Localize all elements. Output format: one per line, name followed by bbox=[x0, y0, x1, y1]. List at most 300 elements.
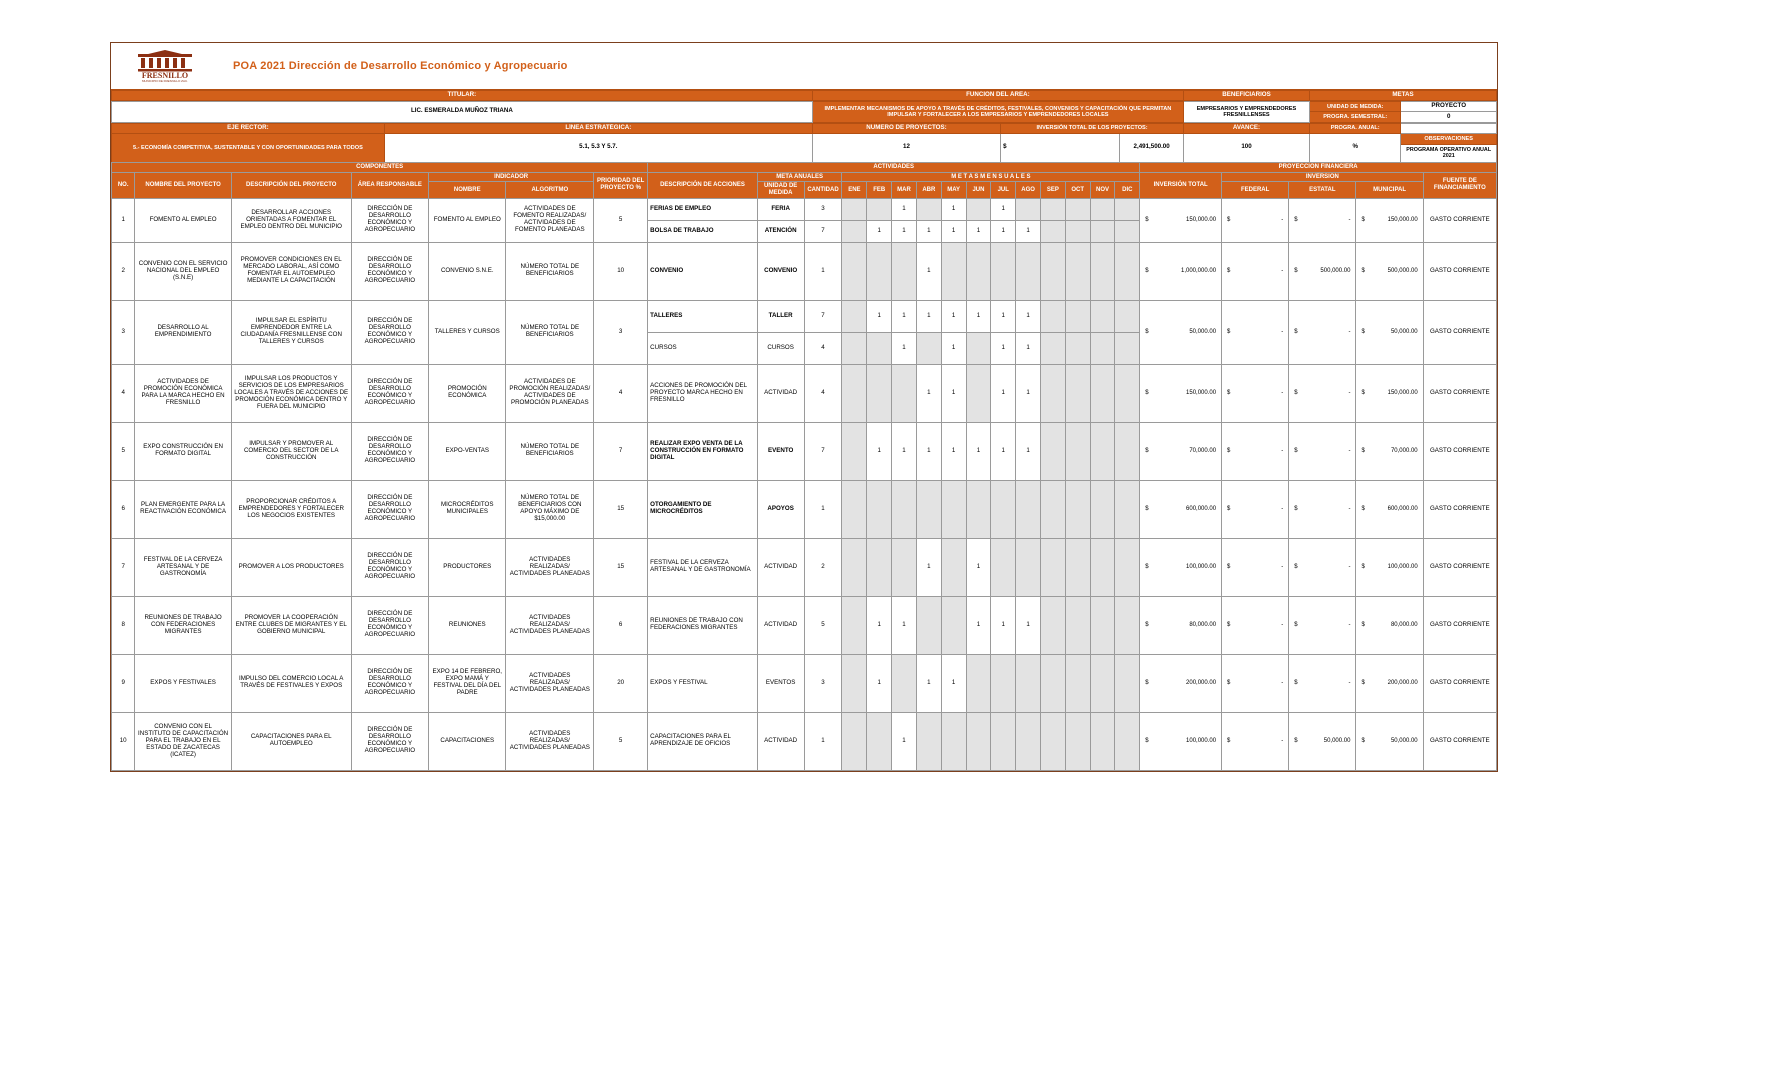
cell-municipal: $ 150,000.00 bbox=[1356, 364, 1423, 422]
cell-fuente-financiamiento: GASTO CORRIENTE bbox=[1423, 654, 1496, 712]
cell-prioridad: 6 bbox=[594, 596, 648, 654]
cell-mes-feb bbox=[867, 480, 892, 538]
cell-mes-sep bbox=[1040, 300, 1065, 332]
cell-mes-mar: 1 bbox=[892, 198, 917, 220]
cell-mes-dic bbox=[1115, 332, 1140, 364]
cell-mes-jul bbox=[991, 654, 1016, 712]
cell-descripcion-accion: OTORGAMIENTO DE MICROCRÉDITOS bbox=[648, 480, 758, 538]
inversion-total-label: INVERSIÓN TOTAL DE LOS PROYECTOS: bbox=[1001, 123, 1184, 133]
cell-mes-mar: 1 bbox=[892, 596, 917, 654]
cell-inversion-total: $ 100,000.00 bbox=[1140, 712, 1222, 770]
cell-mes-sep bbox=[1040, 654, 1065, 712]
cell-mes-jul: 1 bbox=[991, 198, 1016, 220]
cell-mes-ago: 1 bbox=[1016, 332, 1041, 364]
cell-mes-sep bbox=[1040, 198, 1065, 220]
cell-prioridad: 3 bbox=[594, 300, 648, 364]
cell-area-responsable: DIRECCIÓN DE DESARROLLO ECONÓMICO Y AGROPECUARIO bbox=[351, 596, 428, 654]
cell-mes-oct bbox=[1065, 220, 1090, 242]
cell-unidad-medida: CURSOS bbox=[757, 332, 804, 364]
progra-semestral-label: PROGRA. SEMESTRAL: bbox=[1310, 112, 1401, 123]
cell-mes-jun bbox=[966, 654, 991, 712]
fresnillo-logo bbox=[111, 49, 219, 83]
cell-mes-jul: 1 bbox=[991, 422, 1016, 480]
cell-inversion-total: $ 1,000,000.00 bbox=[1140, 242, 1222, 300]
cell-mes-ene bbox=[842, 422, 867, 480]
group-componentes: COMPONENTES bbox=[112, 162, 648, 172]
cell-federal: $ - bbox=[1222, 242, 1289, 300]
cell-no: 8 bbox=[112, 596, 135, 654]
cell-mes-nov bbox=[1090, 538, 1115, 596]
cell-municipal: $ 70,000.00 bbox=[1356, 422, 1423, 480]
cell-fuente-financiamiento: GASTO CORRIENTE bbox=[1423, 364, 1496, 422]
cell-mes-feb bbox=[867, 364, 892, 422]
cell-mes-may: 1 bbox=[941, 300, 966, 332]
col-mes-dic: DIC bbox=[1115, 182, 1140, 198]
cell-indicador-algoritmo: ACTIVIDADES DE PROMOCIÓN REALIZADAS/ ACTIVIDADES DE PROMOCIÓN PLANEADAS bbox=[506, 364, 594, 422]
poa-main-table bbox=[111, 162, 1497, 771]
cell-no: 7 bbox=[112, 538, 135, 596]
col-estatal: ESTATAL bbox=[1289, 182, 1356, 198]
cell-federal: $ - bbox=[1222, 480, 1289, 538]
col-mes-oct: OCT bbox=[1065, 182, 1090, 198]
col-mes-ene: ENE bbox=[842, 182, 867, 198]
cell-municipal: $ 50,000.00 bbox=[1356, 300, 1423, 364]
col-ind-nombre: NOMBRE bbox=[429, 182, 506, 198]
cell-federal: $ - bbox=[1222, 198, 1289, 242]
col-mes-mar: MAR bbox=[892, 182, 917, 198]
unidad-medida-label: UNIDAD DE MEDIDA: bbox=[1310, 101, 1401, 112]
cell-mes-ene bbox=[842, 712, 867, 770]
cell-mes-abr: 1 bbox=[916, 538, 941, 596]
cell-mes-ago: 1 bbox=[1016, 300, 1041, 332]
cell-prioridad: 10 bbox=[594, 242, 648, 300]
cell-nombre-proyecto: ACTIVIDADES DE PROMOCIÓN ECONÓMICA PARA LA MARCA HECHO EN FRESNILLO bbox=[135, 364, 231, 422]
cell-descripcion-proyecto: CAPACITACIONES PARA EL AUTOEMPLEO bbox=[231, 712, 351, 770]
cell-mes-oct bbox=[1065, 654, 1090, 712]
progra-anual-label: PROGRA. ANUAL: bbox=[1310, 123, 1401, 133]
cell-cantidad: 7 bbox=[804, 220, 842, 242]
cell-area-responsable: DIRECCIÓN DE DESARROLLO ECONÓMICO Y AGROPECUARIO bbox=[351, 480, 428, 538]
svg-text:FRESNILLO: FRESNILLO bbox=[141, 71, 189, 80]
cell-indicador-nombre: EXPO 14 DE FEBRERO, EXPO MAMÁ Y FESTIVAL DEL DÍA DEL PADRE bbox=[429, 654, 506, 712]
cell-mes-ene bbox=[842, 220, 867, 242]
cell-mes-mar: 1 bbox=[892, 300, 917, 332]
cell-cantidad: 5 bbox=[804, 596, 842, 654]
cell-mes-jun: 1 bbox=[966, 300, 991, 332]
cell-mes-dic bbox=[1115, 198, 1140, 220]
cell-unidad-medida: ACTIVIDAD bbox=[757, 364, 804, 422]
cell-mes-jun: 1 bbox=[966, 220, 991, 242]
cell-mes-jun bbox=[966, 332, 991, 364]
cell-mes-mar bbox=[892, 364, 917, 422]
cell-mes-jul bbox=[991, 242, 1016, 300]
cell-estatal: $ 50,000.00 bbox=[1289, 712, 1356, 770]
cell-mes-jul bbox=[991, 712, 1016, 770]
col-mes-feb: FEB bbox=[867, 182, 892, 198]
cell-mes-abr: 1 bbox=[916, 654, 941, 712]
cell-descripcion-accion: FERIAS DE EMPLEO bbox=[648, 198, 758, 220]
cell-nombre-proyecto: CONVENIO CON EL SERVICIO NACIONAL DEL EMPLEO (S.N.E) bbox=[135, 242, 231, 300]
cell-descripcion-proyecto: IMPULSO DEL COMERCIO LOCAL A TRAVÉS DE FESTIVALES Y EXPOS bbox=[231, 654, 351, 712]
cell-mes-nov bbox=[1090, 422, 1115, 480]
cell-estatal: $ - bbox=[1289, 480, 1356, 538]
cell-mes-feb bbox=[867, 242, 892, 300]
header-values-table bbox=[111, 101, 1497, 123]
cell-mes-jun: 1 bbox=[966, 596, 991, 654]
cell-mes-oct bbox=[1065, 300, 1090, 332]
cell-mes-ago bbox=[1016, 538, 1041, 596]
metas-label: METAS bbox=[1310, 91, 1497, 101]
cell-estatal: $ 500,000.00 bbox=[1289, 242, 1356, 300]
col-cantidad: CANTIDAD bbox=[804, 182, 842, 198]
cell-mes-may bbox=[941, 538, 966, 596]
cell-mes-dic bbox=[1115, 654, 1140, 712]
cell-mes-jul: 1 bbox=[991, 332, 1016, 364]
cell-estatal: $ - bbox=[1289, 538, 1356, 596]
cell-descripcion-accion: EXPOS Y FESTIVAL bbox=[648, 654, 758, 712]
funcion-label: FUNCIÓN DEL ÁREA: bbox=[812, 91, 1183, 101]
cell-mes-ene bbox=[842, 654, 867, 712]
titular-label: TITULAR: bbox=[112, 91, 813, 101]
cell-mes-jun bbox=[966, 198, 991, 220]
cell-mes-sep bbox=[1040, 422, 1065, 480]
cell-mes-feb bbox=[867, 332, 892, 364]
cell-indicador-algoritmo: NÚMERO TOTAL DE BENEFICIARIOS bbox=[506, 242, 594, 300]
cell-no: 5 bbox=[112, 422, 135, 480]
cell-mes-ene bbox=[842, 300, 867, 332]
col-prioridad: PRIORIDAD DEL PROYECTO % bbox=[594, 172, 648, 198]
cell-cantidad: 7 bbox=[804, 300, 842, 332]
cell-federal: $ - bbox=[1222, 712, 1289, 770]
cell-municipal: $ 100,000.00 bbox=[1356, 538, 1423, 596]
group-metas-mensuales: M E T A S M E N S U A L E S bbox=[842, 172, 1140, 182]
cell-mes-ene bbox=[842, 332, 867, 364]
cell-unidad-medida: EVENTOS bbox=[757, 654, 804, 712]
cell-mes-may: 1 bbox=[941, 654, 966, 712]
cell-mes-feb bbox=[867, 198, 892, 220]
cell-area-responsable: DIRECCIÓN DE DESARROLLO ECONÓMICO Y AGROPECUARIO bbox=[351, 654, 428, 712]
cell-no: 4 bbox=[112, 364, 135, 422]
cell-mes-mar: 1 bbox=[892, 422, 917, 480]
cell-fuente-financiamiento: GASTO CORRIENTE bbox=[1423, 596, 1496, 654]
cell-mes-sep bbox=[1040, 220, 1065, 242]
cell-descripcion-accion: REUNIONES DE TRABAJO CON FEDERACIONES MIGRANTES bbox=[648, 596, 758, 654]
cell-unidad-medida: ACTIVIDAD bbox=[757, 538, 804, 596]
cell-mes-ago bbox=[1016, 654, 1041, 712]
cell-nombre-proyecto: PLAN EMERGENTE PARA LA REACTIVACIÓN ECONÓMICA bbox=[135, 480, 231, 538]
cell-indicador-algoritmo: ACTIVIDADES REALIZADAS/ ACTIVIDADES PLANEADAS bbox=[506, 538, 594, 596]
cell-nombre-proyecto: DESARROLLO AL EMPRENDIMIENTO bbox=[135, 300, 231, 364]
cell-nombre-proyecto: EXPO CONSTRUCCIÓN EN FORMATO DIGITAL bbox=[135, 422, 231, 480]
cell-mes-jun bbox=[966, 712, 991, 770]
cell-mes-ago: 1 bbox=[1016, 364, 1041, 422]
cell-mes-dic bbox=[1115, 242, 1140, 300]
cell-indicador-nombre: EXPO-VENTAS bbox=[429, 422, 506, 480]
cell-mes-jun: 1 bbox=[966, 422, 991, 480]
cell-mes-feb: 1 bbox=[867, 422, 892, 480]
cell-mes-abr: 1 bbox=[916, 220, 941, 242]
cell-mes-may: 1 bbox=[941, 198, 966, 220]
cell-mes-feb: 1 bbox=[867, 300, 892, 332]
cell-no: 3 bbox=[112, 300, 135, 364]
cell-descripcion-proyecto: IMPULSAR Y PROMOVER AL COMERCIO DEL SECTOR DE LA CONSTRUCCIÓN bbox=[231, 422, 351, 480]
cell-mes-dic bbox=[1115, 480, 1140, 538]
cell-estatal: $ - bbox=[1289, 422, 1356, 480]
cell-mes-abr: 1 bbox=[916, 242, 941, 300]
cell-mes-may: 1 bbox=[941, 422, 966, 480]
cell-prioridad: 5 bbox=[594, 198, 648, 242]
cell-mes-dic bbox=[1115, 596, 1140, 654]
cell-area-responsable: DIRECCIÓN DE DESARROLLO ECONÓMICO Y AGROPECUARIO bbox=[351, 364, 428, 422]
cell-federal: $ - bbox=[1222, 422, 1289, 480]
cell-unidad-medida: FERIA bbox=[757, 198, 804, 220]
col-mes-abr: ABR bbox=[916, 182, 941, 198]
avance-value: 100 bbox=[1183, 133, 1309, 162]
cell-indicador-nombre: TALLERES Y CURSOS bbox=[429, 300, 506, 364]
cell-mes-jun: 1 bbox=[966, 538, 991, 596]
cell-mes-nov bbox=[1090, 364, 1115, 422]
cell-mes-mar bbox=[892, 242, 917, 300]
cell-mes-oct bbox=[1065, 242, 1090, 300]
avance-unit: % bbox=[1310, 133, 1401, 162]
cell-mes-ene bbox=[842, 242, 867, 300]
table-row bbox=[112, 480, 1497, 538]
cell-municipal: $ 200,000.00 bbox=[1356, 654, 1423, 712]
beneficiarios-label: BENEFICIARIOS bbox=[1183, 91, 1309, 101]
cell-mes-sep bbox=[1040, 712, 1065, 770]
cell-mes-ene bbox=[842, 480, 867, 538]
cell-indicador-algoritmo: ACTIVIDADES REALIZADAS/ ACTIVIDADES PLANEADAS bbox=[506, 596, 594, 654]
eje-rector-label: EJE RECTOR: bbox=[112, 123, 385, 133]
group-inversion: INVERSIÓN bbox=[1222, 172, 1424, 182]
cell-mes-abr: 1 bbox=[916, 300, 941, 332]
eje-rector-value: 5.- ECONOMÍA COMPETITIVA, SUSTENTABLE Y CON OPORTUNIDADES PARA TODOS bbox=[112, 133, 385, 162]
cell-indicador-algoritmo: NÚMERO TOTAL DE BENEFICIARIOS bbox=[506, 422, 594, 480]
cell-descripcion-proyecto: PROMOVER CONDICIONES EN EL MERCADO LABORAL, ASÍ COMO FOMENTAR EL AUTOEMPLEO MEDIANTE LA CAPACITACIÓN bbox=[231, 242, 351, 300]
cell-mes-jul bbox=[991, 538, 1016, 596]
observaciones-label: OBSERVACIONES bbox=[1401, 133, 1497, 144]
cell-descripcion-accion: CONVENIO bbox=[648, 242, 758, 300]
table-row bbox=[112, 712, 1497, 770]
cell-inversion-total: $ 200,000.00 bbox=[1140, 654, 1222, 712]
cell-mes-ago bbox=[1016, 198, 1041, 220]
cell-mes-oct bbox=[1065, 198, 1090, 220]
page-title: POA 2021 Dirección de Desarrollo Económico y Agropecuario bbox=[233, 60, 568, 72]
cell-mes-may: 1 bbox=[941, 364, 966, 422]
cell-mes-mar: 1 bbox=[892, 332, 917, 364]
cell-estatal: $ - bbox=[1289, 596, 1356, 654]
cell-mes-feb bbox=[867, 712, 892, 770]
cell-municipal: $ 50,000.00 bbox=[1356, 712, 1423, 770]
avance-label: AVANCE: bbox=[1183, 123, 1309, 133]
cell-unidad-medida: APOYOS bbox=[757, 480, 804, 538]
col-fuente: FUENTE DE FINANCIAMIENTO bbox=[1423, 172, 1496, 198]
cell-mes-oct bbox=[1065, 480, 1090, 538]
cell-no: 9 bbox=[112, 654, 135, 712]
cell-mes-ene bbox=[842, 596, 867, 654]
numero-proyectos-value: 12 bbox=[812, 133, 1000, 162]
cell-prioridad: 15 bbox=[594, 480, 648, 538]
cell-estatal: $ - bbox=[1289, 654, 1356, 712]
cell-mes-sep bbox=[1040, 480, 1065, 538]
cell-mes-abr bbox=[916, 596, 941, 654]
cell-mes-mar: 1 bbox=[892, 220, 917, 242]
cell-indicador-nombre: REUNIONES bbox=[429, 596, 506, 654]
cell-mes-sep bbox=[1040, 364, 1065, 422]
cell-area-responsable: DIRECCIÓN DE DESARROLLO ECONÓMICO Y AGROPECUARIO bbox=[351, 538, 428, 596]
col-descripcion-acciones: DESCRIPCIÓN DE ACCIONES bbox=[648, 172, 758, 198]
cell-indicador-nombre: FOMENTO AL EMPLEO bbox=[429, 198, 506, 242]
cell-federal: $ - bbox=[1222, 300, 1289, 364]
progra-anual-value bbox=[1401, 123, 1497, 133]
cell-mes-oct bbox=[1065, 712, 1090, 770]
cell-estatal: $ - bbox=[1289, 198, 1356, 242]
cell-mes-jun bbox=[966, 364, 991, 422]
group-meta-anuales: META ANUALES bbox=[757, 172, 842, 182]
cell-mes-nov bbox=[1090, 220, 1115, 242]
cell-mes-sep bbox=[1040, 596, 1065, 654]
svg-text:MUNICIPIO DE FRESNILLO ZAC.: MUNICIPIO DE FRESNILLO ZAC. bbox=[141, 79, 189, 83]
cell-mes-ene bbox=[842, 198, 867, 220]
col-mes-jul: JUL bbox=[991, 182, 1016, 198]
beneficiarios-value: EMPRESARIOS Y EMPRENDEDORES FRESNILLENSES bbox=[1183, 101, 1309, 122]
cell-mes-oct bbox=[1065, 332, 1090, 364]
table-row bbox=[112, 300, 1497, 332]
cell-descripcion-proyecto: PROMOVER A LOS PRODUCTORES bbox=[231, 538, 351, 596]
cell-fuente-financiamiento: GASTO CORRIENTE bbox=[1423, 242, 1496, 300]
cell-cantidad: 3 bbox=[804, 198, 842, 220]
cell-mes-may bbox=[941, 712, 966, 770]
linea-estrategica-value: 5.1, 5.3 Y 5.7. bbox=[384, 133, 812, 162]
cell-mes-nov bbox=[1090, 480, 1115, 538]
cell-mes-abr: 1 bbox=[916, 422, 941, 480]
cell-area-responsable: DIRECCIÓN DE DESARROLLO ECONÓMICO Y AGROPECUARIO bbox=[351, 712, 428, 770]
cell-cantidad: 7 bbox=[804, 422, 842, 480]
cell-descripcion-accion: TALLERES bbox=[648, 300, 758, 332]
cell-mes-oct bbox=[1065, 422, 1090, 480]
funcion-value: IMPLEMENTAR MECANISMOS DE APOYO A TRAVÉS DE CRÉDITOS, FESTIVALES, CONVENIOS Y CAPACITACIÓN QUE PERMITAN IMPULSAR Y FORTALECER A LOS EMPRESARIOS Y EMPRENDEDORES LOCALES bbox=[812, 101, 1183, 122]
cell-descripcion-accion: ACCIONES DE PROMOCIÓN DEL PROYECTO MARCA HECHO EN FRESNILLO bbox=[648, 364, 758, 422]
cell-federal: $ - bbox=[1222, 596, 1289, 654]
col-no: NO. bbox=[112, 172, 135, 198]
cell-unidad-medida: TALLER bbox=[757, 300, 804, 332]
col-mes-may: MAY bbox=[941, 182, 966, 198]
group-indicador: INDICADOR bbox=[429, 172, 594, 182]
cell-unidad-medida: EVENTO bbox=[757, 422, 804, 480]
numero-proyectos-label: NÚMERO DE PROYECTOS: bbox=[812, 123, 1000, 133]
cell-no: 2 bbox=[112, 242, 135, 300]
cell-mes-dic bbox=[1115, 364, 1140, 422]
title-bar bbox=[111, 43, 1497, 90]
cell-cantidad: 1 bbox=[804, 712, 842, 770]
cell-mes-ago: 1 bbox=[1016, 596, 1041, 654]
cell-area-responsable: DIRECCIÓN DE DESARROLLO ECONÓMICO Y AGROPECUARIO bbox=[351, 198, 428, 242]
cell-mes-oct bbox=[1065, 364, 1090, 422]
cell-indicador-algoritmo: ACTIVIDADES REALIZADAS/ ACTIVIDADES PLANEADAS bbox=[506, 712, 594, 770]
cell-mes-ago bbox=[1016, 480, 1041, 538]
cell-mes-dic bbox=[1115, 712, 1140, 770]
cell-mes-may bbox=[941, 242, 966, 300]
cell-mes-ago bbox=[1016, 242, 1041, 300]
cell-estatal: $ - bbox=[1289, 300, 1356, 364]
cell-unidad-medida: ACTIVIDAD bbox=[757, 712, 804, 770]
cell-mes-oct bbox=[1065, 538, 1090, 596]
cell-cantidad: 3 bbox=[804, 654, 842, 712]
group-proyeccion-financiera: PROYECCIÓN FINANCIERA bbox=[1140, 162, 1497, 172]
cell-mes-abr bbox=[916, 480, 941, 538]
table-body bbox=[112, 198, 1497, 770]
cell-federal: $ - bbox=[1222, 654, 1289, 712]
cell-nombre-proyecto: EXPOS Y FESTIVALES bbox=[135, 654, 231, 712]
cell-mes-mar bbox=[892, 654, 917, 712]
cell-no: 10 bbox=[112, 712, 135, 770]
cell-mes-jun bbox=[966, 480, 991, 538]
logo-icon bbox=[128, 49, 202, 83]
table-row bbox=[112, 422, 1497, 480]
cell-fuente-financiamiento: GASTO CORRIENTE bbox=[1423, 198, 1496, 242]
col-mes-nov: NOV bbox=[1090, 182, 1115, 198]
table-row bbox=[112, 198, 1497, 220]
col-descripcion-proyecto: DESCRIPCIÓN DEL PROYECTO bbox=[231, 172, 351, 198]
cell-mes-oct bbox=[1065, 596, 1090, 654]
cell-nombre-proyecto: REUNIONES DE TRABAJO CON FEDERACIONES MIGRANTES bbox=[135, 596, 231, 654]
col-mes-jun: JUN bbox=[966, 182, 991, 198]
cell-descripcion-accion: CURSOS bbox=[648, 332, 758, 364]
cell-descripcion-proyecto: PROMOVER LA COOPERACIÓN ENTRE CLUBES DE MIGRANTES Y EL GOBIERNO MUNICIPAL bbox=[231, 596, 351, 654]
cell-unidad-medida: CONVENIO bbox=[757, 242, 804, 300]
cell-mes-feb bbox=[867, 538, 892, 596]
cell-mes-mar: 1 bbox=[892, 712, 917, 770]
cell-descripcion-accion: BOLSA DE TRABAJO bbox=[648, 220, 758, 242]
cell-mes-nov bbox=[1090, 198, 1115, 220]
table-row bbox=[112, 596, 1497, 654]
cell-mes-ene bbox=[842, 538, 867, 596]
cell-inversion-total: $ 600,000.00 bbox=[1140, 480, 1222, 538]
cell-indicador-nombre: CONVENIO S.N.E. bbox=[429, 242, 506, 300]
cell-mes-jul: 1 bbox=[991, 300, 1016, 332]
col-federal: FEDERAL bbox=[1222, 182, 1289, 198]
col-inversion-total: INVERSIÓN TOTAL bbox=[1140, 172, 1222, 198]
cell-mes-jul: 1 bbox=[991, 364, 1016, 422]
inversion-total-value: 2,491,500.00 bbox=[1120, 133, 1184, 162]
cell-mes-feb: 1 bbox=[867, 220, 892, 242]
cell-mes-may: 1 bbox=[941, 332, 966, 364]
cell-mes-nov bbox=[1090, 654, 1115, 712]
cell-mes-mar bbox=[892, 538, 917, 596]
cell-mes-nov bbox=[1090, 596, 1115, 654]
cell-indicador-algoritmo: NÚMERO TOTAL DE BENEFICIARIOS CON APOYO MÁXIMO DE $15,000.00 bbox=[506, 480, 594, 538]
cell-mes-feb: 1 bbox=[867, 654, 892, 712]
col-mes-ago: AGO bbox=[1016, 182, 1041, 198]
cell-mes-dic bbox=[1115, 220, 1140, 242]
cell-municipal: $ 500,000.00 bbox=[1356, 242, 1423, 300]
cell-indicador-nombre: MICROCRÉDITOS MUNICIPALES bbox=[429, 480, 506, 538]
cell-nombre-proyecto: FESTIVAL DE LA CERVEZA ARTESANAL Y DE GASTRONOMÍA bbox=[135, 538, 231, 596]
cell-cantidad: 1 bbox=[804, 480, 842, 538]
observaciones-value: PROGRAMA OPERATIVO ANUAL 2021 bbox=[1401, 144, 1497, 162]
cell-indicador-algoritmo: ACTIVIDADES DE FOMENTO REALIZADAS/ ACTIVIDADES DE FOMENTO PLANEADAS bbox=[506, 198, 594, 242]
cell-mes-jun bbox=[966, 242, 991, 300]
cell-indicador-nombre: PRODUCTORES bbox=[429, 538, 506, 596]
cell-mes-abr bbox=[916, 712, 941, 770]
cell-cantidad: 1 bbox=[804, 242, 842, 300]
cell-mes-abr bbox=[916, 198, 941, 220]
cell-area-responsable: DIRECCIÓN DE DESARROLLO ECONÓMICO Y AGROPECUARIO bbox=[351, 300, 428, 364]
cell-mes-nov bbox=[1090, 300, 1115, 332]
group-actividades: ACTIVIDADES bbox=[648, 162, 1140, 172]
cell-descripcion-proyecto: DESARROLLAR ACCIONES ORIENTADAS A FOMENTAR EL EMPLEO DENTRO DEL MUNICIPIO bbox=[231, 198, 351, 242]
cell-indicador-algoritmo: ACTIVIDADES REALIZADAS/ ACTIVIDADES PLANEADAS bbox=[506, 654, 594, 712]
